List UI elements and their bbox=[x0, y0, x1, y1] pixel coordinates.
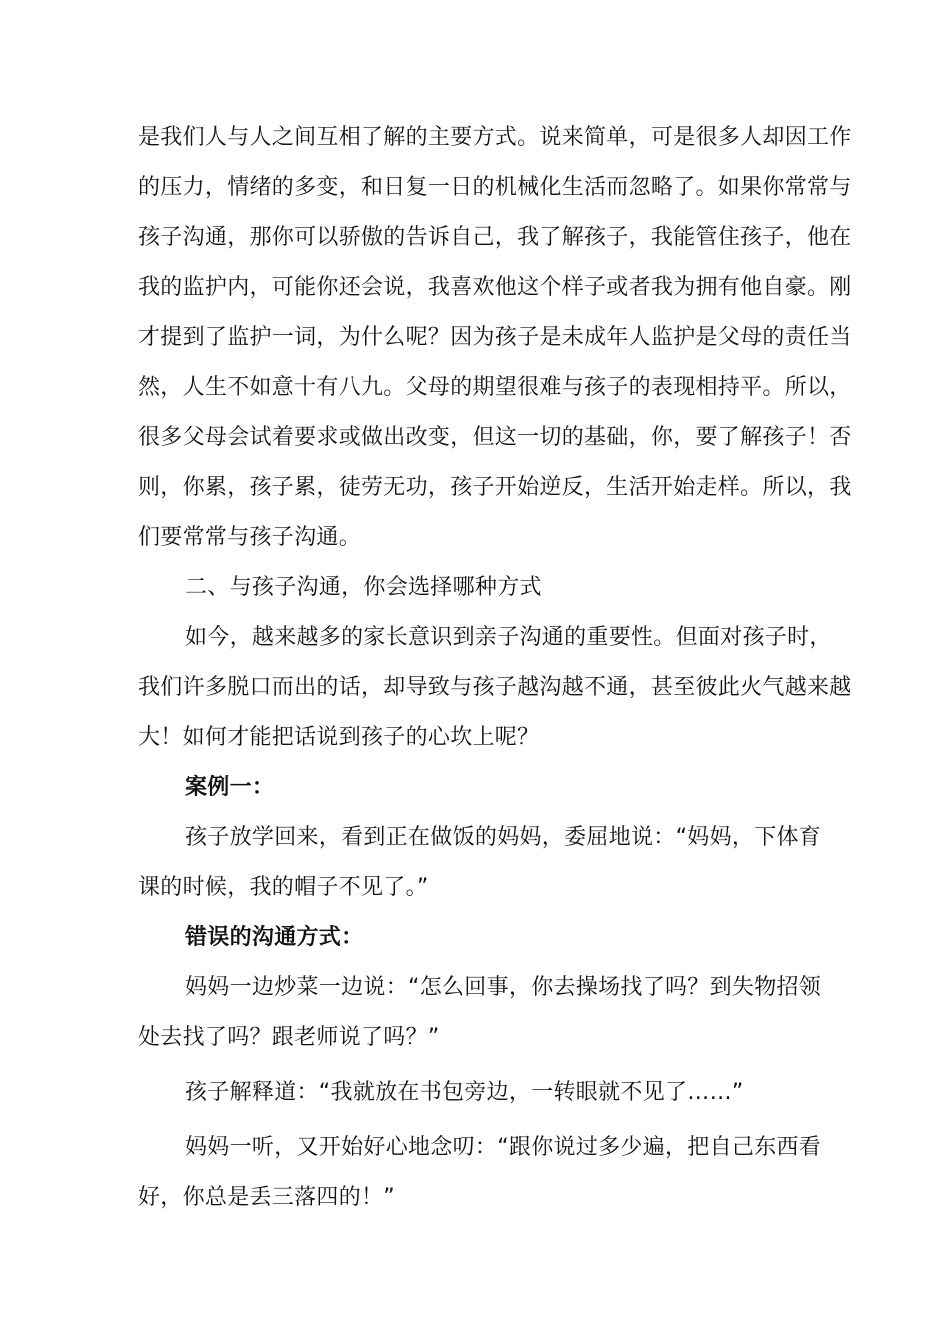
text-line: 然，人生不如意十有八九。父母的期望很难与孩子的表现相持平。所以， bbox=[138, 375, 852, 400]
text-line: 孩子放学回来，看到正在做饭的妈妈，委屈地说：“妈妈，下体育 bbox=[185, 825, 822, 850]
text-line: 很多父母会试着要求或做出改变，但这一切的基础，你，要了解孩子！否 bbox=[138, 425, 852, 450]
text-line: 才提到了监护一词，为什么呢？因为孩子是未成年人监护是父母的责任当 bbox=[138, 325, 852, 350]
paragraph-question bbox=[138, 613, 852, 763]
section-heading: 二、与孩子沟通，你会选择哪种方式 bbox=[185, 575, 542, 600]
text-line: 好，你总是丢三落四的！” bbox=[138, 1185, 395, 1210]
case-title: 案例一： bbox=[185, 775, 275, 800]
text-line: 妈妈一听，又开始好心地念叨：“跟你说过多少遍，把自己东西看 bbox=[185, 1135, 822, 1160]
paragraph-mom-reply bbox=[138, 1123, 821, 1223]
text-line: 们要常常与孩子沟通。 bbox=[138, 525, 362, 550]
text-line: 课的时候，我的帽子不见了。” bbox=[138, 875, 429, 900]
document-body bbox=[138, 113, 852, 1223]
text-line: 处去找了吗？跟老师说了吗？” bbox=[138, 1025, 440, 1050]
text-line: 是我们人与人之间互相了解的主要方式。说来简单，可是很多人却因工作 bbox=[138, 125, 852, 150]
text-line: 我们许多脱口而出的话，却导致与孩子越沟越不通，甚至彼此火气越来越 bbox=[138, 675, 852, 700]
text-line: 大！如何才能把话说到孩子的心坎上呢？ bbox=[138, 725, 540, 750]
text-line: 我的监护内，可能你还会说，我喜欢他这个样子或者我为拥有他自豪。刚 bbox=[138, 275, 852, 300]
paragraph-case bbox=[138, 813, 821, 913]
text-line: 则，你累，孩子累，徒劳无功，孩子开始逆反，生活开始走样。所以，我 bbox=[138, 475, 852, 500]
text-line: 妈妈一边炒菜一边说：“怎么回事，你去操场找了吗？到失物招领 bbox=[185, 975, 822, 1000]
paragraph-intro bbox=[138, 113, 852, 563]
text-line: 的压力，情绪的多变，和日复一日的机械化生活而忽略了。如果你常常与 bbox=[138, 175, 852, 200]
child-reply: 孩子解释道：“我就放在书包旁边，一转眼就不见了……” bbox=[185, 1080, 744, 1105]
wrong-approach-title: 错误的沟通方式： bbox=[185, 925, 364, 950]
paragraph-wrong bbox=[138, 963, 821, 1063]
text-line: 孩子沟通，那你可以骄傲的告诉自己，我了解孩子，我能管住孩子，他在 bbox=[138, 225, 852, 250]
text-line: 如今，越来越多的家长意识到亲子沟通的重要性。但面对孩子时， bbox=[185, 625, 832, 650]
